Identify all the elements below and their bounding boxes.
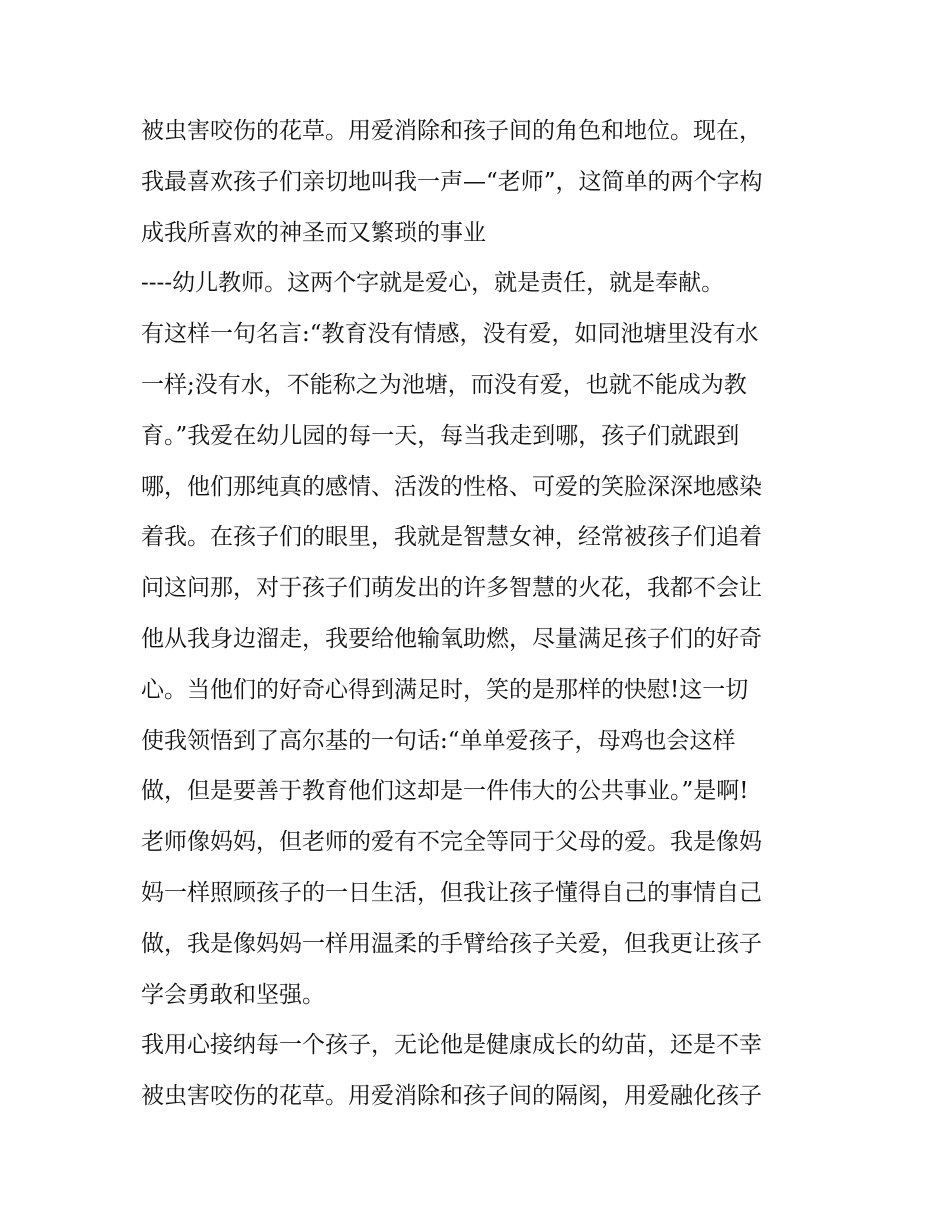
text-line: 心。当他们的好奇心得到满足时，笑的是那样的快慰!这一切 [141,676,749,703]
text-line: 我用心接纳每一个孩子，无论他是健康成长的幼苗，还是不幸 [141,1032,762,1059]
body-text [141,106,821,1122]
text-line: ----幼儿教师。这两个字就是爱心，就是责任，就是奉献。 [141,270,725,297]
text-line: 他从我身边溜走，我要给他输氧助燃，尽量满足孩子们的好奇 [141,625,762,652]
text-line: 问这问那，对于孩子们萌发出的许多智慧的火花，我都不会让 [141,575,762,602]
text-line: 妈一样照顾孩子的一日生活，但我让孩子懂得自己的事情自己 [141,879,762,906]
text-line: 有这样一句名言:“教育没有情感，没有爱，如同池塘里没有水 [141,321,759,348]
text-line: 我最喜欢孩子们亲切地叫我一声—“老师”，这简单的两个字构 [141,168,763,195]
text-line: 做，但是要善于教育他们这却是一件伟大的公共事业。”是啊! [141,778,749,805]
text-line: 被虫害咬伤的花草。用爱消除和孩子间的隔阂，用爱融化孩子 [141,1083,762,1110]
text-line: 被虫害咬伤的花草。用爱消除和孩子间的角色和地位。现在， [141,118,762,144]
text-line: 老师像妈妈，但老师的爱有不完全等同于父母的爱。我是像妈 [141,829,762,856]
text-line: 一样;没有水，不能称之为池塘，而没有爱，也就不能成为教 [141,371,747,398]
text-line: 哪，他们那纯真的感情、活泼的性格、可爱的笑脸深深地感染 [141,473,762,500]
text-line: 学会勇敢和坚强。 [141,981,325,1008]
text-line: 做，我是像妈妈一样用温柔的手臂给孩子关爱，但我更让孩子 [141,930,762,957]
text-line: 着我。在孩子们的眼里，我就是智慧女神，经常被孩子们追着 [141,524,762,551]
text-line: 使我领悟到了高尔基的一句话:“单单爱孩子，母鸡也会这样 [141,727,736,754]
text-line: 育。”我爱在幼儿园的每一天，每当我走到哪，孩子们就跟到 [141,422,740,449]
text-line: 成我所喜欢的神圣而又繁琐的事业 [141,219,486,246]
